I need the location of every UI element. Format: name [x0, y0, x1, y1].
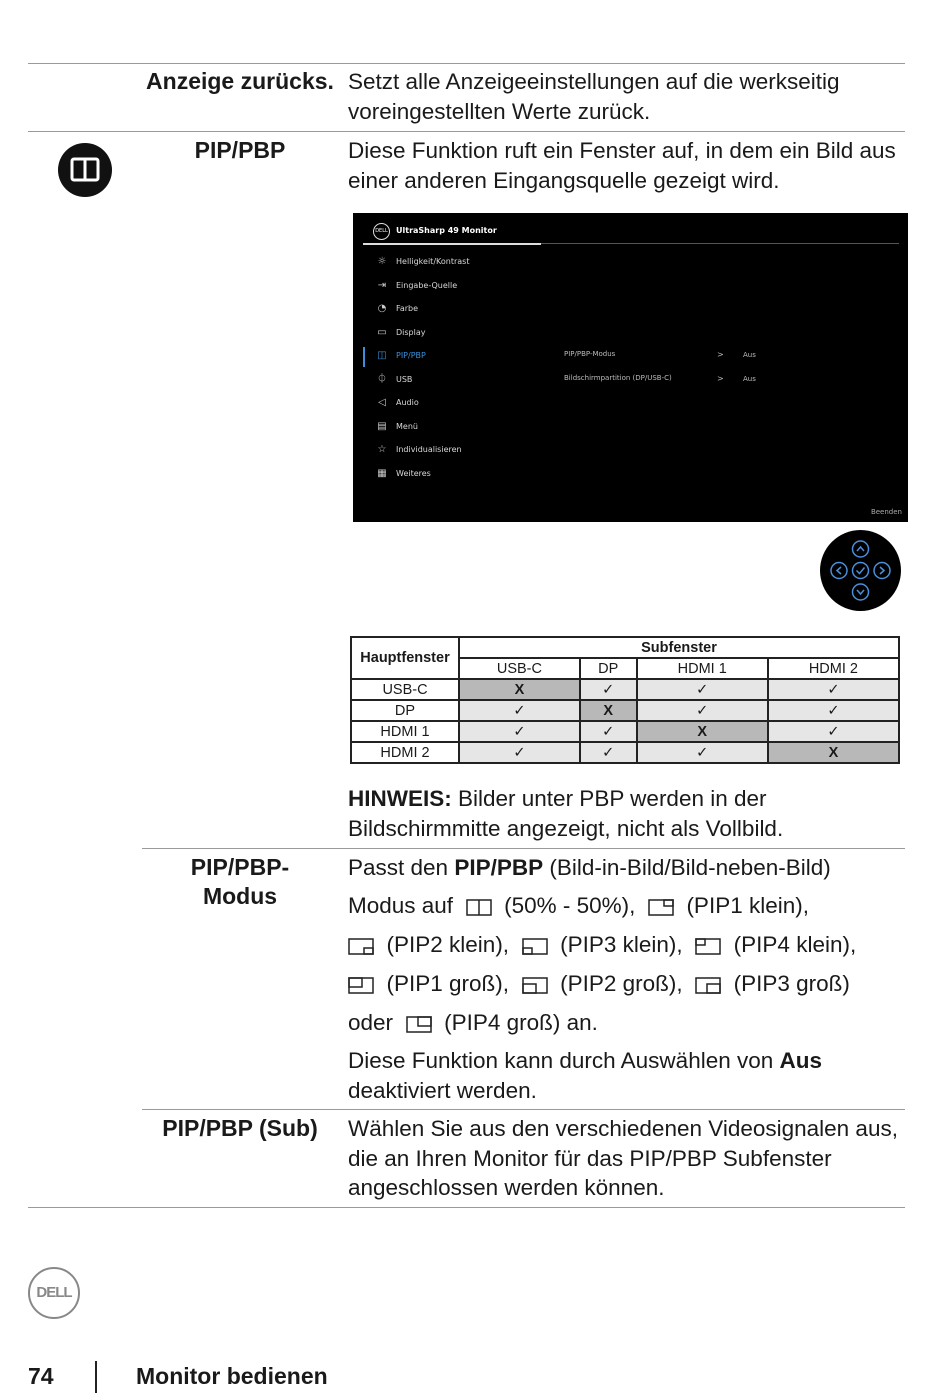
table-row-header: DP	[351, 700, 459, 721]
table-cell: ✓	[459, 721, 580, 742]
osd-menu-item[interactable]	[376, 326, 426, 340]
osd-submenu-label[interactable]: PIP/PBP-Modus	[564, 350, 616, 358]
mode-line-1	[348, 886, 904, 925]
pip1-large-icon	[348, 977, 374, 994]
mode-option: (PIP4 groß) an.	[444, 1010, 598, 1035]
table-row	[351, 700, 899, 721]
osd-menu-label: PIP/PBP	[396, 351, 426, 360]
table-cell: ✓	[580, 721, 637, 742]
menu-icon: ▤	[377, 420, 387, 432]
mode-option: (50% - 50%),	[504, 893, 636, 918]
label-pip: PIP/PBP	[194, 137, 286, 163]
osd-submenu-value: Aus	[743, 351, 756, 359]
table-cell: ✓	[459, 742, 580, 763]
pip1-small-icon	[648, 899, 674, 916]
table-col-header: HDMI 2	[768, 658, 899, 679]
table-cell: ✓	[637, 742, 768, 763]
mode-deact-bold: Aus	[779, 1048, 823, 1073]
table-cell: ✓	[768, 721, 899, 742]
osd-submenu-label[interactable]: Bildschirmpartition (DP/USB-C)	[564, 374, 672, 382]
pip4-large-icon	[406, 1016, 432, 1033]
mode-intro-post: (Bild-in-Bild/Bild-neben-Bild)	[543, 855, 831, 880]
osd-submenu-arrow: >	[717, 350, 724, 359]
osd-exit-label[interactable]: Beenden	[870, 508, 902, 516]
mode-line-4	[348, 1003, 904, 1042]
table-cell: ✓	[580, 679, 637, 700]
dell-logo: DELL	[28, 1267, 80, 1319]
note-text: Bilder unter PBP werden in der Bildschirmmitte angezeigt, nicht als Vollbild.	[348, 786, 784, 841]
pip3-small-icon	[522, 938, 548, 955]
mode-deact-post: deaktiviert werden.	[348, 1077, 537, 1103]
label-mode: PIP/PBP-Modus	[190, 854, 290, 909]
osd-menu-label: Audio	[396, 398, 419, 407]
table-row	[351, 742, 899, 763]
osd-title: UltraSharp 49 Monitor	[396, 226, 497, 235]
osd-menu-label: Eingabe-Quelle	[396, 280, 458, 290]
mode-line-3	[348, 964, 904, 1003]
osd-menu-label: Display	[396, 327, 426, 337]
osd-menu-item[interactable]	[376, 255, 469, 269]
note-label: HINWEIS:	[348, 786, 452, 811]
pip-compatibility-table	[350, 636, 900, 764]
osd-screenshot	[353, 213, 908, 522]
osd-menu-label: Individualisieren	[396, 445, 462, 454]
label-sub: PIP/PBP (Sub)	[162, 1115, 318, 1141]
osd-menu-item[interactable]	[376, 396, 419, 410]
note	[348, 784, 904, 843]
osd-divider-highlight	[363, 243, 541, 245]
rule-bottom	[28, 1207, 905, 1208]
rule-2	[28, 131, 905, 132]
text-sub: Wählen Sie aus den verschiedenen Videosignalen aus, die an Ihren Monitor für das PIP/PBP Subfenster angeschlossen werden können.	[348, 1116, 898, 1200]
mode-intro-bold: PIP/PBP	[454, 855, 544, 880]
others-icon: ▦	[377, 467, 387, 479]
osd-menu-label: Weiteres	[396, 468, 431, 478]
osd-menu-label: Menü	[396, 421, 418, 431]
joystick-icon	[820, 530, 901, 611]
dell-logo: DELL	[373, 223, 390, 240]
rule-top	[28, 63, 905, 64]
osd-menu-item[interactable]	[376, 349, 426, 363]
pip4-small-icon	[695, 938, 721, 955]
table-col-header: DP	[580, 658, 637, 679]
osd-menu-item[interactable]	[376, 420, 418, 434]
table-header-main: Hauptfenster	[351, 637, 459, 679]
rule-4	[142, 1109, 905, 1110]
brightness-icon: ☼	[377, 256, 387, 267]
mode-option: (PIP4 klein),	[733, 932, 857, 957]
table-cell: X	[459, 679, 580, 700]
mode-intro-pre: Passt den	[348, 855, 455, 880]
table-cell: ✓	[580, 742, 637, 763]
osd-submenu-arrow: >	[717, 374, 724, 383]
table-cell: ✓	[459, 700, 580, 721]
display-icon: ▭	[377, 326, 387, 338]
table-row	[351, 679, 899, 700]
mode-text: oder	[348, 1010, 394, 1035]
mode-option: (PIP3 groß)	[733, 971, 850, 996]
table-row-header: USB-C	[351, 679, 459, 700]
text-mode	[348, 853, 904, 1105]
osd-menu-label: USB	[396, 374, 413, 384]
label-reset: Anzeige zurücks.	[146, 68, 334, 94]
pip2-large-icon	[522, 977, 548, 994]
table-col-header: USB-C	[459, 658, 580, 679]
osd-menu-item[interactable]	[376, 443, 462, 457]
pbp-50-50-icon	[466, 899, 492, 916]
mode-line-2	[348, 925, 904, 964]
pip-pbp-icon	[58, 143, 112, 197]
osd-menu-label: Farbe	[396, 304, 419, 313]
table-row	[351, 721, 899, 742]
text-reset: Setzt alle Anzeigeeinstellungen auf die werkseitig voreingestellten Werte zurück.	[348, 69, 840, 124]
rule-3	[142, 848, 905, 849]
table-col-header: HDMI 1	[637, 658, 768, 679]
mode-text: Modus auf	[348, 893, 454, 918]
audio-icon: ◁	[378, 397, 386, 408]
table-row-header: HDMI 2	[351, 742, 459, 763]
table-cell: ✓	[768, 700, 899, 721]
osd-menu-item[interactable]	[376, 279, 457, 293]
star-icon: ☆	[377, 444, 387, 455]
table-cell: X	[580, 700, 637, 721]
osd-submenu-value: Aus	[743, 375, 756, 383]
text-pip: Diese Funktion ruft ein Fenster auf, in dem ein Bild aus einer anderen Eingangsquelle gezeigt wird.	[348, 138, 896, 193]
osd-menu-item[interactable]	[376, 373, 412, 387]
mode-option: (PIP2 klein),	[386, 932, 510, 957]
mode-option: (PIP2 groß),	[560, 971, 683, 996]
mode-option: (PIP3 klein),	[560, 932, 683, 957]
footer-separator	[95, 1361, 97, 1393]
osd-menu-item[interactable]	[376, 302, 418, 316]
mode-intro	[348, 853, 904, 886]
table-cell: ✓	[768, 679, 899, 700]
usb-icon: ⏀	[377, 373, 387, 385]
footer-title: Monitor bedienen	[136, 1363, 328, 1389]
table-row-header: HDMI 1	[351, 721, 459, 742]
mode-deactivate	[348, 1046, 904, 1105]
input-source-icon: ⇥	[377, 279, 387, 291]
pip-pbp-icon: ◫	[377, 350, 387, 361]
osd-selection-bar	[363, 347, 365, 367]
osd-menu-label: Helligkeit/Kontrast	[396, 257, 470, 266]
table-cell: X	[768, 742, 899, 763]
page-number: 74	[28, 1363, 54, 1389]
mode-deact-pre: Diese Funktion kann durch Auswählen von	[348, 1048, 780, 1073]
color-icon: ◔	[377, 303, 387, 314]
osd-menu-item[interactable]	[376, 467, 431, 481]
mode-option: (PIP1 groß),	[386, 971, 510, 996]
table-cell: ✓	[637, 700, 768, 721]
pip2-small-icon	[348, 938, 374, 955]
pip3-large-icon	[695, 977, 721, 994]
table-header-sub: Subfenster	[459, 637, 899, 658]
table-cell: ✓	[637, 679, 768, 700]
mode-option: (PIP1 klein),	[686, 893, 809, 918]
table-cell: X	[637, 721, 768, 742]
